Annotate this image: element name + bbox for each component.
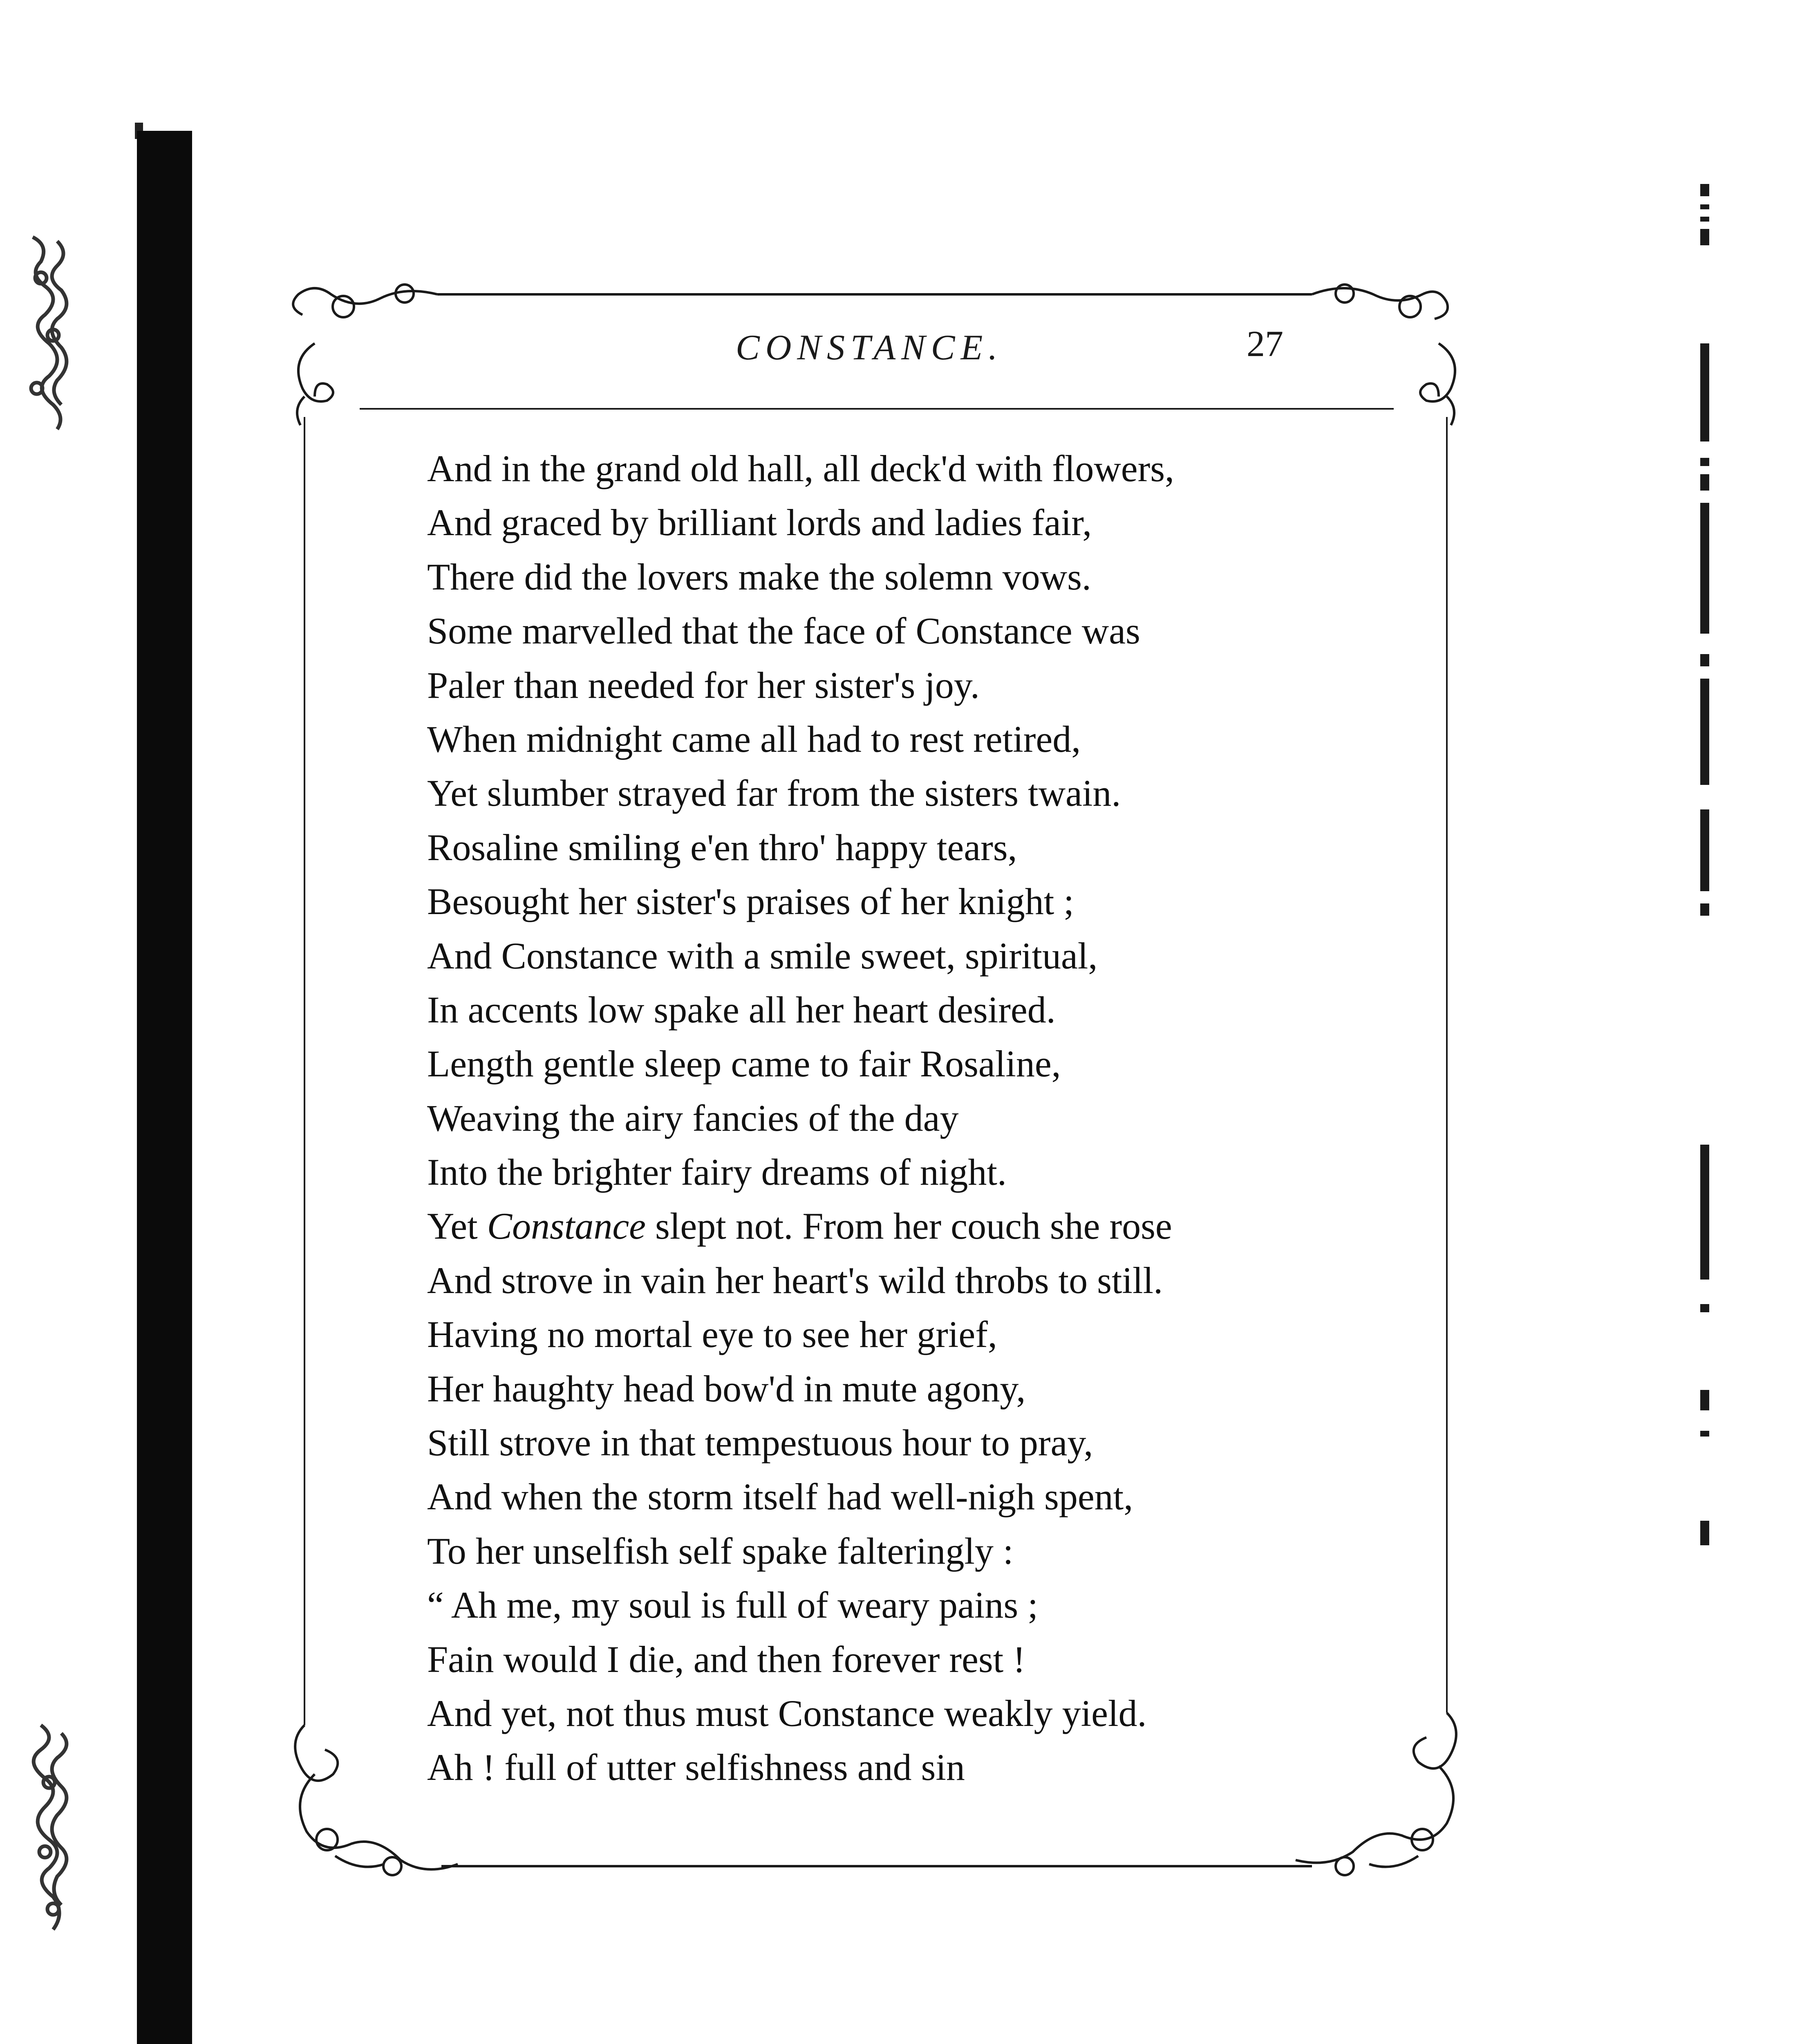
poem-line: And when the storm itself had well-nigh spent, [427, 1476, 1133, 1518]
poem-line: Besought her sister's praises of her knight ; [427, 881, 1074, 923]
poem-line: Weaving the airy fancies of the day [427, 1097, 959, 1139]
poem-line: And Constance with a smile sweet, spiritual, [427, 935, 1098, 977]
poem-text [427, 442, 1408, 1795]
poem-line: Her haughty head bow'd in mute agony, [427, 1367, 1026, 1410]
poem-line: And strove in vain her heart's wild throbs to still. [427, 1259, 1163, 1301]
poem-line: Yet slumber strayed far from the sisters twain. [427, 772, 1121, 814]
corner-flourish-top-right [1312, 285, 1455, 425]
poem-line-segment: slept not. From her couch she rose [646, 1205, 1172, 1247]
poem-line-segment: Yet [427, 1205, 487, 1247]
running-head: CONSTANCE. [736, 328, 1003, 368]
bleed-through-ornament-top [8, 229, 86, 433]
poem-line [427, 1199, 1408, 1253]
bleed-through-marks-right [1696, 172, 1721, 2044]
poem-line: And graced by brilliant lords and ladies fair, [427, 502, 1092, 544]
poem-line: Having no mortal eye to see her grief, [427, 1313, 997, 1356]
poem-line: In accents low spake all her heart desired. [427, 988, 1056, 1031]
poem-line: Fain would I die, and then forever rest ! [427, 1638, 1025, 1680]
poem-line: Rosaline smiling e'en thro' happy tears, [427, 826, 1017, 868]
poem-line: Length gentle sleep came to fair Rosaline, [427, 1043, 1061, 1085]
poem-line: Ah ! full of utter selfishness and sin [427, 1746, 965, 1788]
poem-line: And yet, not thus must Constance weakly yield. [427, 1692, 1147, 1734]
poem-line: When midnight came all had to rest retired, [427, 718, 1081, 760]
corner-flourish-top-left [293, 285, 437, 425]
poem-line: Paler than needed for her sister's joy. [427, 664, 980, 706]
book-spine-shadow [137, 131, 192, 2044]
poem-line: Into the brighter fairy dreams of night. [427, 1151, 1007, 1193]
poem-line: “ Ah me, my soul is full of weary pains ; [427, 1584, 1038, 1626]
poem-line: Some marvelled that the face of Constance was [427, 610, 1140, 652]
poem-line: There did the lovers make the solemn vows. [427, 556, 1091, 598]
page-number: 27 [1247, 324, 1283, 364]
poem-line: And in the grand old hall, all deck'd with flowers, [427, 448, 1175, 489]
poem-line: To her unselfish self spake falteringly : [427, 1530, 1014, 1572]
emphasized-name: Constance [487, 1205, 646, 1247]
bleed-through-ornament-bottom [8, 1717, 86, 1946]
poem-line: Still strove in that tempestuous hour to pray, [427, 1422, 1093, 1464]
